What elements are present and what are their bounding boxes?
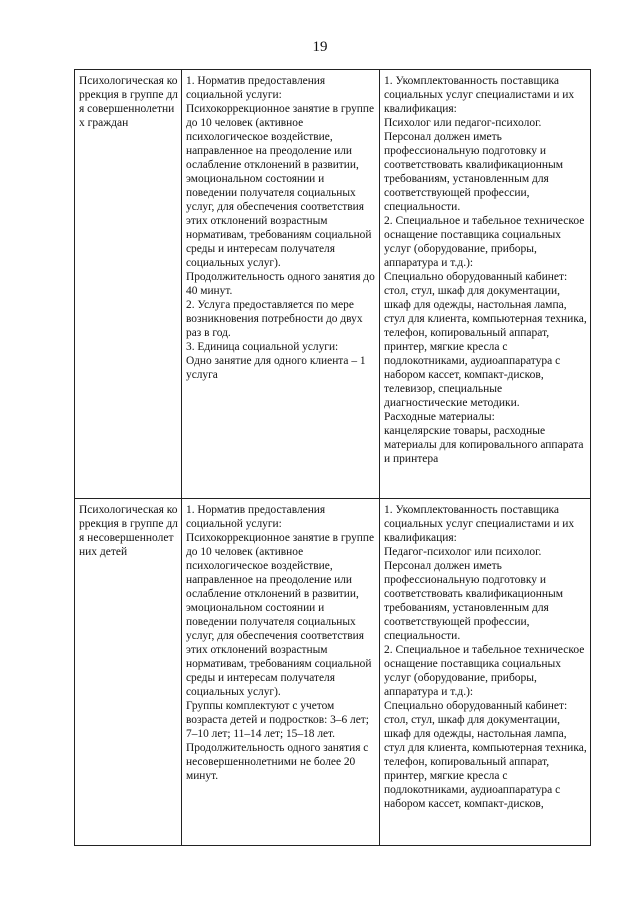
standard-paragraph: Психокоррекционное занятие в группе до 10 человек (активное психологическое воздействие, направленное на преодоление или ослабление отклонений в развитии, эмоциональном состоянии и поведении получателя социальных услуг, для обеспечения соответствия этих отклонений возрастным нормативам, требованиям социальной среды и интересам получателя социальных услуг). [186,532,375,698]
requirement-paragraph: 1. Укомплектованность поставщика социальных услуг специалистами и их квалификация: [384,504,575,544]
service-name: Психологическая коррекция в группе для несовершеннолетних детей [79,504,178,558]
requirement-paragraph: Специально оборудованный кабинет: стол, стул, шкаф для документации, шкаф для одежды, настольная лампа, стул для клиента, компьютерная техника, телефон, копировальный аппарат, принтер, мягкие кресла с подлокотниками, аудиоаппаратура с набором кассет, компакт-дисков, телевизор, специальные диагностические методики. [384,271,587,409]
provider-requirements-cell [380,499,591,846]
services-table [74,69,591,846]
requirement-paragraph: Специально оборудованный кабинет: стол, стул, шкаф для документации, шкаф для одежды, настольная лампа, стул для клиента, компьютерная техника, телефон, копировальный аппарат, принтер, мягкие кресла с подлокотниками, аудиоаппаратура с набором кассет, компакт-дисков, [384,700,587,810]
requirement-paragraph: канцелярские товары, расходные материалы для копировального аппарата и принтера [384,425,584,465]
requirement-paragraph: Педагог-психолог или психолог. [384,546,542,558]
service-standard-cell [182,70,380,499]
service-name-cell [75,499,182,846]
service-name-cell [75,70,182,499]
requirement-paragraph: 1. Укомплектованность поставщика социальных услуг специалистами и их квалификация: [384,75,575,115]
standard-paragraph: Группы комплектуют с учетом возраста детей и подростков: 3–6 лет; 7–10 лет; 11–14 лет; 15–18 лет. Продолжительность одного занятия с несовершеннолетними не более 20 минут. [186,700,369,782]
standard-paragraph: 1. Норматив предоставления социальной услуги: [186,504,326,530]
standard-paragraph: 3. Единица социальной услуги: [186,341,339,353]
requirement-paragraph: 2. Специальное и табельное техническое оснащение поставщика социальных услуг (оборудование, приборы, аппаратура и т.д.): [384,644,585,698]
requirement-paragraph: Персонал должен иметь профессиональную подготовку и соответствовать квалификационным требованиям, установленным для соответствующей профессии, специальности. [384,131,564,213]
service-standard-cell [182,499,380,846]
requirement-paragraph: Психолог или педагог-психолог. [384,117,542,129]
standard-paragraph: 2. Услуга предоставляется по мере возникновения потребности до двух раз в год. [186,299,363,339]
service-name: Психологическая коррекция в группе для совершеннолетних граждан [79,75,178,129]
standard-paragraph: Одно занятие для одного клиента – 1 услуга [186,355,366,381]
provider-requirements-cell [380,70,591,499]
requirement-paragraph: Персонал должен иметь профессиональную подготовку и соответствовать квалификационным требованиям, установленным для соответствующей профессии, специальности. [384,560,564,642]
standard-paragraph: Психокоррекционное занятие в группе до 10 человек (активное психологическое воздействие, направленное на преодоление или ослабление отклонений в развитии, эмоциональном состоянии и поведении получателя социальных услуг, для обеспечения соответствия этих отклонений возрастным нормативам, требованиям социальной среды и интересам получателя социальных услуг). [186,103,375,269]
requirement-paragraph: 2. Специальное и табельное техническое оснащение поставщика социальных услуг (оборудование, приборы, аппаратура и т.д.): [384,215,585,269]
standard-paragraph: 1. Норматив предоставления социальной услуги: [186,75,326,101]
table-row [75,499,591,846]
table-row [75,70,591,499]
standard-paragraph: Продолжительность одного занятия до 40 минут. [186,271,375,297]
page-number: 19 [312,39,328,55]
requirement-paragraph: Расходные материалы: [384,411,495,423]
